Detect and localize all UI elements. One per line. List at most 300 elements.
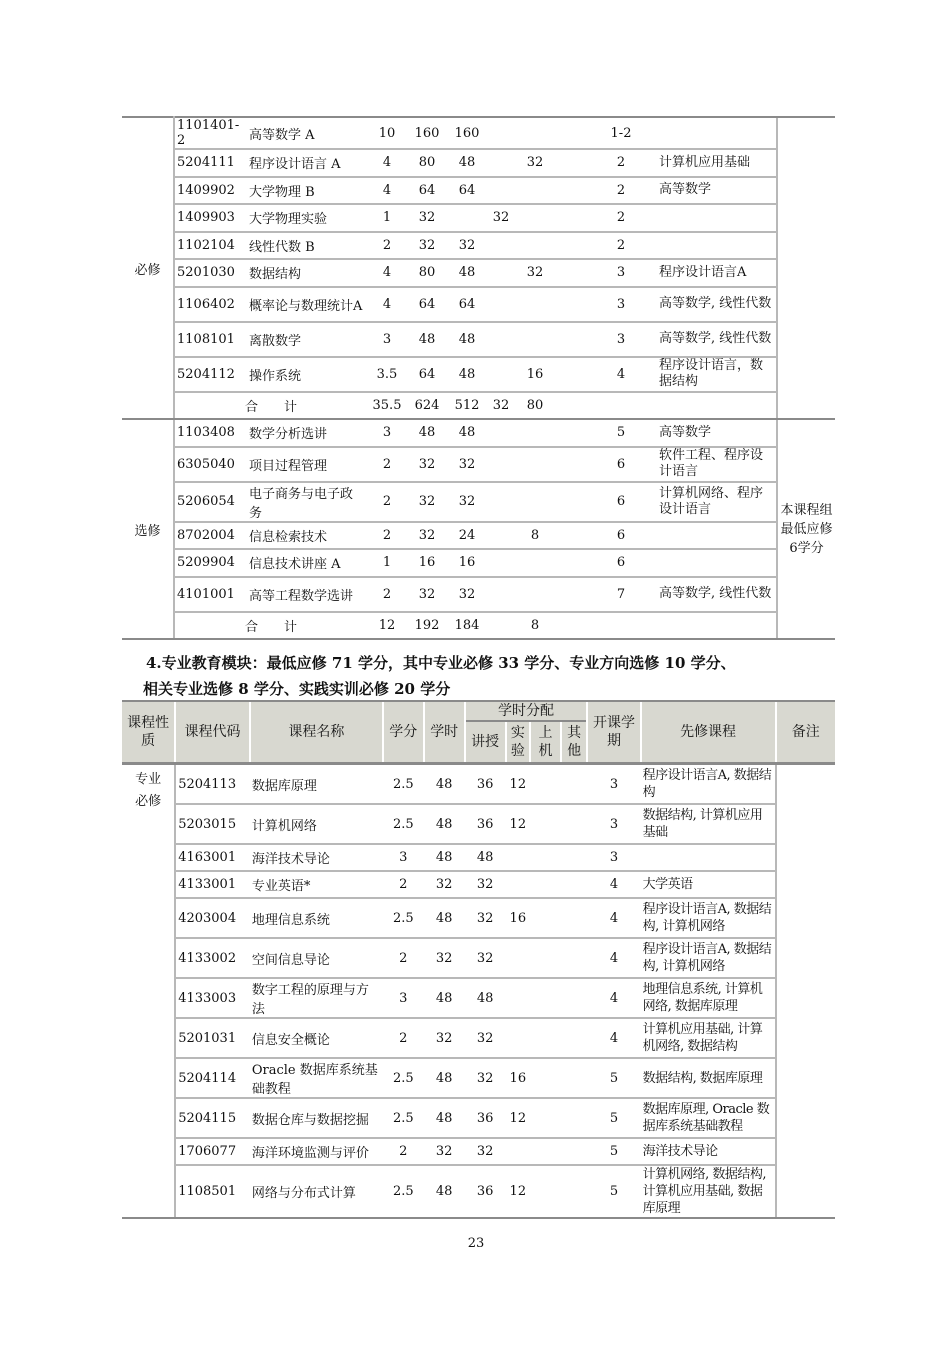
cell-name: 海洋技术导论 [250,844,383,871]
cell-computer [530,844,561,871]
table-row [122,1165,835,1218]
table-row [122,322,835,357]
cell-credit: 2.5 [383,898,424,938]
cell-hours: 32 [407,447,447,482]
cell-term: 5 [587,1138,640,1165]
cell-name: 操作系统 [247,357,367,392]
cell-name: Oracle 数据库系统基础教程 [250,1058,383,1098]
cell-credit: 3 [383,844,424,871]
cell-code: 5204113 [175,764,250,805]
cell-prereq: 高等数学 [657,177,777,205]
remark-cell: 本课程组最低应修6学分 [777,419,835,639]
table-row [122,804,835,844]
table-row [122,871,835,898]
cell-computer [530,1138,561,1165]
cell-credit: 2 [367,447,407,482]
table-row [122,938,835,978]
header-alloc: 学时分配 [465,701,588,721]
cell-computer: 8 [515,522,555,550]
cell-hours: 48 [424,978,465,1018]
header-nature: 课程性质 [122,701,175,764]
cell-code: 5201031 [175,1018,250,1058]
cell-computer [515,577,555,612]
cell-experiment: 16 [506,1058,531,1098]
cell-credit: 2 [383,871,424,898]
header-term: 开课学期 [587,701,640,764]
cell-hours: 48 [424,1058,465,1098]
cell-other [561,1165,588,1218]
cell-computer [530,978,561,1018]
cell-computer [515,549,555,577]
cell-experiment [487,149,515,177]
total-experiment: 32 [487,392,515,420]
cell-credit: 2 [367,522,407,550]
cell-other [561,978,588,1018]
cell-lecture: 32 [447,482,487,522]
cell-credit: 2 [383,1018,424,1058]
cell-code: 5209904 [174,549,247,577]
cell-term: 3 [585,259,657,287]
cell-credit: 2.5 [383,1165,424,1218]
table-row [122,1098,835,1138]
cell-lecture: 32 [447,232,487,260]
cell-code: 4163001 [175,844,250,871]
cell-computer [530,804,561,844]
cell-prereq: 软件工程、程序设计语言 [657,447,777,482]
cell-credit: 10 [367,117,407,149]
cell-prereq [657,204,777,232]
cell-experiment [487,322,515,357]
cell-hours: 32 [407,232,447,260]
group-label: 必修 [122,117,174,419]
cell-code: 1108501 [175,1165,250,1218]
cell-credit: 2 [383,1138,424,1165]
header-computer: 上机 [530,721,561,764]
cell-code: 5201030 [174,259,247,287]
cell-credit: 2 [367,482,407,522]
cell-credit: 3 [383,978,424,1018]
cell-hours: 80 [407,259,447,287]
cell-prereq: 地理信息系统, 计算机网络, 数据库原理 [641,978,776,1018]
table-row [122,259,835,287]
cell-lecture: 36 [465,1098,506,1138]
cell-other [555,612,585,640]
cell-prereq: 计算机网络、程序设计语言 [657,482,777,522]
cell-term: 2 [585,232,657,260]
cell-experiment [487,419,515,447]
cell-other [555,392,585,420]
cell-name: 项目过程管理 [247,447,367,482]
total-credit: 35.5 [367,392,407,420]
cell-name: 海洋环境监测与评价 [250,1138,383,1165]
total-row [122,612,835,640]
cell-term [585,392,657,420]
cell-term: 3 [587,844,640,871]
header-hours: 学时 [424,701,465,764]
cell-name: 网络与分布式计算 [250,1165,383,1218]
cell-hours: 32 [424,1018,465,1058]
cell-code: 1103408 [174,419,247,447]
cell-credit: 1 [367,549,407,577]
cell-term: 3 [585,322,657,357]
header-code: 课程代码 [175,701,250,764]
cell-name: 数据库原理 [250,764,383,805]
cell-prereq: 程序设计语言A, 数据结构 [641,764,776,805]
total-experiment [487,612,515,640]
header-remark: 备注 [776,701,835,764]
cell-credit: 1 [367,204,407,232]
cell-prereq: 高等数学 [657,419,777,447]
cell-code: 1409903 [174,204,247,232]
cell-term: 2 [585,204,657,232]
cell-hours: 80 [407,149,447,177]
cell-name: 概率论与数理统计A [247,287,367,322]
cell-credit: 3 [367,419,407,447]
cell-term: 6 [585,522,657,550]
cell-lecture: 16 [447,549,487,577]
table-row [122,1138,835,1165]
cell-code: 1106402 [174,287,247,322]
cell-hours: 32 [407,204,447,232]
cell-credit: 4 [367,149,407,177]
cell-lecture [447,204,487,232]
cell-term: 4 [587,1018,640,1058]
cell-name: 数学分析选讲 [247,419,367,447]
cell-prereq: 高等数学, 线性代数 [657,322,777,357]
cell-prereq [657,549,777,577]
table-row [122,522,835,550]
cell-lecture: 32 [465,898,506,938]
cell-credit: 2 [367,577,407,612]
cell-prereq: 海洋技术导论 [641,1138,776,1165]
cell-name: 计算机网络 [250,804,383,844]
cell-experiment: 12 [506,1165,531,1218]
cell-prereq: 高等数学, 线性代数 [657,287,777,322]
cell-term: 4 [585,357,657,392]
cell-experiment [506,844,531,871]
header-prereq: 先修课程 [641,701,776,764]
cell-experiment [487,117,515,149]
cell-name: 信息技术讲座 A [247,549,367,577]
cell-hours: 32 [424,938,465,978]
cell-name: 空间信息导论 [250,938,383,978]
cell-code: 1706077 [175,1138,250,1165]
cell-hours: 48 [407,322,447,357]
cell-code: 6305040 [174,447,247,482]
section-heading-line1: 4.专业教育模块：最低应修 71 学分，其中专业必修 33 学分、专业方向选修 10 学分、 [146,654,736,672]
cell-lecture: 64 [447,287,487,322]
cell-lecture: 36 [465,764,506,805]
header-credit: 学分 [383,701,424,764]
cell-lecture: 32 [465,1018,506,1058]
cell-lecture: 160 [447,117,487,149]
cell-prereq: 计算机应用基础, 计算机网络, 数据结构 [641,1018,776,1058]
cell-term: 3 [587,764,640,805]
cell-hours: 48 [424,898,465,938]
cell-prereq: 程序设计语言，数据结构 [657,357,777,392]
group-label: 专业必修 [122,764,175,1219]
cell-code: 5206054 [174,482,247,522]
cell-hours: 48 [407,419,447,447]
cell-lecture: 36 [465,804,506,844]
cell-other [555,149,585,177]
header-other: 其他 [561,721,588,764]
cell-term: 3 [585,287,657,322]
cell-other [561,844,588,871]
cell-credit: 2.5 [383,1098,424,1138]
cell-lecture: 32 [465,938,506,978]
cell-experiment: 32 [487,204,515,232]
cell-lecture: 48 [447,149,487,177]
cell-credit: 2.5 [383,1058,424,1098]
table-row [122,232,835,260]
cell-other [555,482,585,522]
table-row [122,447,835,482]
cell-prereq: 大学英语 [641,871,776,898]
cell-hours: 48 [424,844,465,871]
cell-other [561,1098,588,1138]
cell-term: 1-2 [585,117,657,149]
table-row [122,149,835,177]
cell-experiment [487,447,515,482]
cell-code: 8702004 [174,522,247,550]
total-computer: 8 [515,612,555,640]
required-elective-course-table [122,116,835,640]
cell-hours: 64 [407,287,447,322]
header-experiment: 实验 [506,721,531,764]
table-row [122,764,835,805]
page-number: 23 [467,1236,485,1251]
cell-prereq: 程序设计语言A, 数据结构, 计算机网络 [641,898,776,938]
cell-other [555,522,585,550]
cell-computer [515,117,555,149]
cell-credit: 2.5 [383,804,424,844]
cell-code: 1108101 [174,322,247,357]
cell-other [555,322,585,357]
cell-term: 2 [585,149,657,177]
cell-computer [515,419,555,447]
cell-name: 线性代数 B [247,232,367,260]
table-row [122,482,835,522]
cell-experiment [487,577,515,612]
cell-lecture: 48 [447,259,487,287]
cell-credit: 3 [367,322,407,357]
total-lecture: 184 [447,612,487,640]
cell-computer [515,482,555,522]
cell-hours: 32 [424,1138,465,1165]
cell-lecture: 48 [447,357,487,392]
cell-name: 专业英语* [250,871,383,898]
cell-hours: 160 [407,117,447,149]
group-label: 选修 [122,419,174,639]
cell-experiment [487,259,515,287]
cell-computer [530,1165,561,1218]
cell-prereq [657,612,777,640]
cell-other [561,1138,588,1165]
cell-computer [515,322,555,357]
cell-code: 4101001 [174,577,247,612]
cell-credit: 4 [367,177,407,205]
cell-other [561,1058,588,1098]
cell-code: 4133003 [175,978,250,1018]
cell-hours: 32 [407,482,447,522]
cell-name: 信息检索技术 [247,522,367,550]
table-row [122,117,835,149]
section-heading-line2: 相关专业选修 8 学分、实践实训必修 20 学分 [143,680,451,698]
cell-term: 6 [585,482,657,522]
cell-experiment [487,177,515,205]
cell-term: 4 [587,938,640,978]
cell-prereq: 数据库原理, Oracle 数据库系统基础教程 [641,1098,776,1138]
cell-prereq [657,232,777,260]
cell-other [561,938,588,978]
cell-other [555,357,585,392]
cell-lecture: 48 [447,322,487,357]
cell-computer [515,447,555,482]
cell-term: 6 [585,549,657,577]
cell-experiment [487,287,515,322]
cell-name: 数据仓库与数据挖掘 [250,1098,383,1138]
cell-term: 5 [585,419,657,447]
cell-prereq [641,844,776,871]
cell-code: 5203015 [175,804,250,844]
cell-term: 5 [587,1058,640,1098]
total-lecture: 512 [447,392,487,420]
cell-experiment [506,1018,531,1058]
cell-other [555,549,585,577]
cell-code: 5204112 [174,357,247,392]
cell-code: 4133002 [175,938,250,978]
professional-course-table [122,700,835,1219]
cell-lecture: 24 [447,522,487,550]
cell-term: 3 [587,804,640,844]
cell-hours: 32 [407,577,447,612]
cell-code: 1101401-2 [174,117,247,149]
cell-term: 4 [587,898,640,938]
cell-computer [515,232,555,260]
table-row [122,419,835,447]
cell-experiment [487,482,515,522]
cell-term: 2 [585,177,657,205]
cell-name: 信息安全概论 [250,1018,383,1058]
cell-hours: 64 [407,177,447,205]
cell-code: 4133001 [175,871,250,898]
header-lecture: 讲授 [465,721,506,764]
cell-lecture: 32 [465,1138,506,1165]
table-row [122,204,835,232]
cell-name: 离散数学 [247,322,367,357]
cell-hours: 64 [407,357,447,392]
table-row [122,287,835,322]
cell-other [561,764,588,805]
cell-lecture: 32 [447,447,487,482]
cell-name: 高等数学 A [247,117,367,149]
cell-computer [530,1058,561,1098]
cell-term: 6 [585,447,657,482]
total-row [122,392,835,420]
section-heading [143,650,846,702]
cell-experiment [506,871,531,898]
cell-other [555,117,585,149]
cell-code: 5204114 [175,1058,250,1098]
cell-computer [530,764,561,805]
cell-experiment: 16 [506,898,531,938]
table-row [122,549,835,577]
cell-prereq: 计算机应用基础 [657,149,777,177]
total-label: 合 计 [174,392,367,420]
cell-other [555,177,585,205]
cell-credit: 3.5 [367,357,407,392]
cell-term [585,612,657,640]
cell-computer: 16 [515,357,555,392]
cell-term: 5 [587,1165,640,1218]
cell-other [561,804,588,844]
cell-experiment: 12 [506,804,531,844]
cell-computer [530,1018,561,1058]
table-row [122,898,835,938]
cell-other [561,898,588,938]
cell-code: 1102104 [174,232,247,260]
cell-other [555,419,585,447]
total-credit: 12 [367,612,407,640]
cell-lecture: 32 [465,1058,506,1098]
cell-code: 1409902 [174,177,247,205]
cell-computer: 32 [515,149,555,177]
table-row [122,177,835,205]
cell-lecture: 32 [447,577,487,612]
cell-hours: 48 [424,804,465,844]
cell-prereq [657,392,777,420]
cell-computer [530,871,561,898]
cell-credit: 2.5 [383,764,424,805]
cell-other [561,1018,588,1058]
cell-term: 4 [587,978,640,1018]
cell-prereq: 程序设计语言A [657,259,777,287]
total-label: 合 计 [174,612,367,640]
table-row [122,978,835,1018]
cell-experiment [487,232,515,260]
cell-lecture: 64 [447,177,487,205]
cell-code: 4203004 [175,898,250,938]
cell-name: 电子商务与电子政务 [247,482,367,522]
cell-experiment [506,1138,531,1165]
cell-experiment [506,938,531,978]
cell-experiment: 12 [506,1098,531,1138]
cell-hours: 32 [407,522,447,550]
cell-prereq: 程序设计语言A, 数据结构, 计算机网络 [641,938,776,978]
cell-experiment [487,522,515,550]
cell-experiment: 12 [506,764,531,805]
cell-credit: 2 [383,938,424,978]
cell-name: 大学物理实验 [247,204,367,232]
cell-other [555,287,585,322]
cell-prereq: 数据结构, 数据库原理 [641,1058,776,1098]
cell-lecture: 36 [465,1165,506,1218]
header-name: 课程名称 [250,701,383,764]
cell-other [555,204,585,232]
table-row [122,1058,835,1098]
cell-computer: 32 [515,259,555,287]
cell-credit: 4 [367,287,407,322]
total-hours: 192 [407,612,447,640]
cell-lecture: 48 [447,419,487,447]
cell-other [561,871,588,898]
cell-prereq: 数据结构, 计算机应用基础 [641,804,776,844]
cell-code: 5204115 [175,1098,250,1138]
cell-lecture: 32 [465,871,506,898]
remark-cell [777,117,835,419]
cell-credit: 2 [367,232,407,260]
